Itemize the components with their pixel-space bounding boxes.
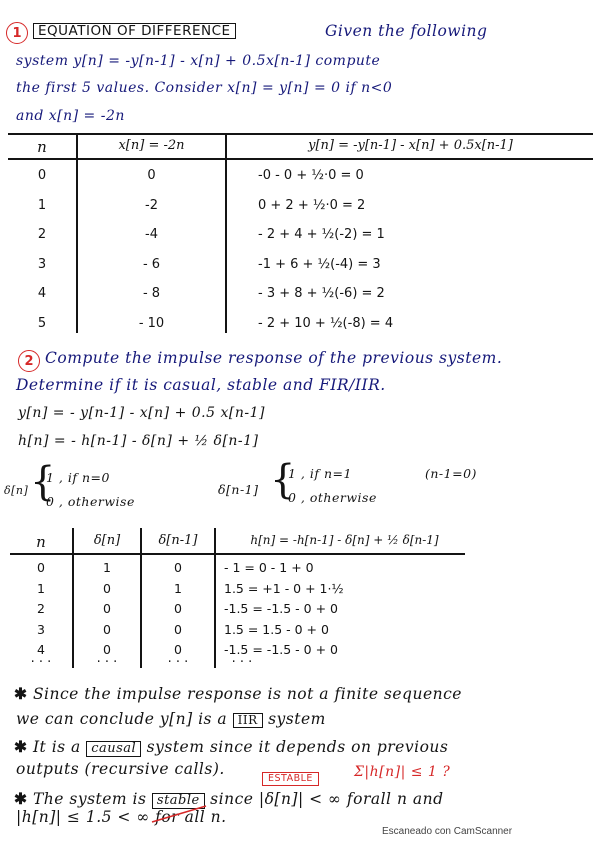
table1-header-x: x[n] = -2n: [118, 138, 185, 153]
table1-cell-y: - 3 + 8 + ½(-6) = 2: [258, 286, 385, 301]
bullet-2: ✱: [14, 737, 28, 756]
table1-cell-y: -1 + 6 + ½(-4) = 3: [258, 256, 381, 272]
table2-cell-h: - 1 = 0 - 1 + 0: [224, 560, 314, 575]
table1-cell-n: 4: [37, 286, 47, 301]
table2-cell-n: 4: [37, 642, 45, 657]
delta-brace: {: [30, 459, 56, 505]
conclusion-1-text-b: we can conclude y[n] is a: [16, 710, 228, 728]
table2-header-n: n: [36, 533, 46, 551]
red-strike-mark: [150, 802, 210, 826]
table2-cell-delta: 0: [103, 621, 111, 637]
table1-cell-y: -0 - 0 + ½·0 = 0: [258, 168, 364, 183]
table1-cell-n: 5: [37, 315, 47, 331]
bullet-1: ✱: [14, 684, 28, 703]
red-stamp-text: ESTABLE: [262, 772, 319, 786]
bullet-3: ✱: [14, 789, 28, 808]
equation-h: h[n] = - h[n-1] - δ[n] + ½ δ[n-1]: [18, 433, 259, 449]
section-1-number: 1: [6, 22, 28, 44]
table2-cell-h: -1.5 = -1.5 - 0 + 0: [224, 642, 338, 657]
table2-header-rule: [10, 553, 465, 555]
delta-shift-case-1: 1 , if n=1: [288, 466, 352, 481]
table1-cell-y: - 2 + 4 + ½(-2) = 1: [258, 227, 385, 242]
stable-box: stable: [152, 793, 205, 809]
intro-line-2: system y[n] = -y[n-1] - x[n] + 0.5x[n-1] compute: [16, 53, 381, 69]
table2-cell-n: 0: [37, 560, 45, 575]
conclusion-1-line-a: [14, 684, 462, 703]
table2-header-h: h[n] = -h[n-1] - δ[n] + ½ δ[n-1]: [250, 533, 439, 547]
table1-cell-x: 0: [147, 168, 156, 183]
conclusion-2-line-b: outputs (recursive calls).: [16, 760, 225, 778]
table2-cell-delta: 0: [103, 642, 111, 657]
table1-cell-y: - 2 + 10 + ½(-8) = 4: [258, 315, 394, 331]
conclusion-1-text-a: Since the impulse response is not a finite sequence: [32, 685, 462, 703]
table1-cell-n: 3: [37, 256, 47, 272]
table1-cell-n: 1: [37, 197, 47, 213]
table1-header-y: y[n] = -y[n-1] - x[n] + 0.5x[n-1]: [308, 138, 513, 153]
table1-cell-x: -2: [145, 197, 158, 213]
table2-header-delta: δ[n]: [93, 533, 121, 548]
table1-top-rule: [8, 133, 593, 135]
equation-y: y[n] = - y[n-1] - x[n] + 0.5 x[n-1]: [18, 405, 265, 421]
table2-cell-h: -1.5 = -1.5 - 0 + 0: [224, 601, 338, 616]
table1-cell-n: 0: [37, 168, 47, 183]
table1-cell-x: -4: [145, 227, 158, 242]
table2-cell-n: 1: [37, 580, 45, 596]
delta-shift-label: δ[n-1]: [218, 482, 259, 497]
title-box: EQUATION OF DIFFERENCE: [33, 23, 236, 39]
section-2-line-1: Compute the impulse response of the previous system.: [45, 349, 503, 367]
delta-shift-case-2: 0 , otherwise: [288, 490, 377, 505]
table2-cell-delta: 1: [103, 560, 111, 575]
section-2-number: 2: [18, 350, 40, 372]
table2-cell-delta-shift: 0: [174, 621, 182, 637]
table2-cell-h: 1.5 = 1.5 - 0 + 0: [224, 621, 329, 637]
section-2-line-2: Determine if it is casual, stable and FIR/IIR.: [16, 376, 386, 394]
conclusion-3-line-a: [14, 789, 444, 809]
table2-dots-h: · · ·: [231, 655, 253, 670]
table2-vrule-3: [214, 528, 216, 668]
table1-cell-x: - 8: [142, 286, 161, 301]
table2-cell-n: 2: [37, 601, 45, 616]
scanner-footer: Escaneado con CamScanner: [382, 826, 513, 837]
table1-vrule-2: [225, 133, 227, 333]
conclusion-2-line-a: [14, 737, 448, 757]
delta-shift-note: (n-1=0): [425, 466, 477, 481]
table1-header-rule: [8, 158, 593, 160]
red-stamp: [262, 766, 319, 786]
table1-cell-y: 0 + 2 + ½·0 = 2: [258, 197, 366, 213]
red-note: Σ|h[n]| ≤ 1 ?: [354, 764, 451, 780]
table1-header-n: n: [37, 138, 47, 156]
table1-cell-x: - 10: [138, 315, 165, 331]
table2-cell-delta: 0: [103, 580, 111, 596]
delta-label: δ[n]: [4, 484, 29, 497]
table2-dots-n: · · ·: [30, 655, 52, 670]
intro-line-3: the first 5 values. Consider x[n] = y[n] = 0 if n<0: [16, 80, 393, 96]
table2-cell-delta-shift: 0: [174, 601, 182, 616]
conclusion-2-text-a: It is a: [32, 738, 81, 756]
table2-dots-delta: · · ·: [96, 655, 118, 670]
conclusion-1-line-b: [16, 710, 326, 728]
table1-cell-x: - 6: [142, 256, 161, 272]
table2-cell-delta-shift: 1: [174, 580, 182, 596]
conclusion-3-line-b: |h[n]| ≤ 1.5 < ∞ for all n.: [16, 808, 227, 826]
section-1-title: [33, 20, 236, 39]
conclusion-3-text-a: The system is: [32, 790, 147, 808]
iir-box: IIR: [233, 713, 263, 728]
table1-cell-n: 2: [37, 227, 47, 242]
table2-cell-delta-shift: 0: [174, 560, 182, 575]
conclusion-1-text-c: system: [268, 710, 326, 728]
conclusion-3-text-b: since |δ[n]| < ∞ forall n and: [210, 790, 444, 808]
table2-dots-delta-shift: · · ·: [167, 655, 189, 670]
table2-cell-delta-shift: 0: [174, 642, 182, 657]
delta-case-1: 1 , if n=0: [46, 470, 110, 485]
table2-header-delta-shift: δ[n-1]: [158, 533, 198, 548]
intro-line-1: Given the following: [325, 22, 488, 40]
conclusion-2-text-b: system since it depends on previous: [146, 738, 449, 756]
table2-cell-n: 3: [37, 621, 45, 637]
delta-shift-brace: {: [270, 457, 296, 503]
table2-cell-delta: 0: [103, 601, 111, 616]
delta-case-2: 0 , otherwise: [46, 494, 135, 509]
causal-box: causal: [86, 741, 141, 757]
intro-line-4: and x[n] = -2n: [16, 108, 125, 124]
table2-cell-h: 1.5 = +1 - 0 + 1·½: [224, 580, 344, 596]
